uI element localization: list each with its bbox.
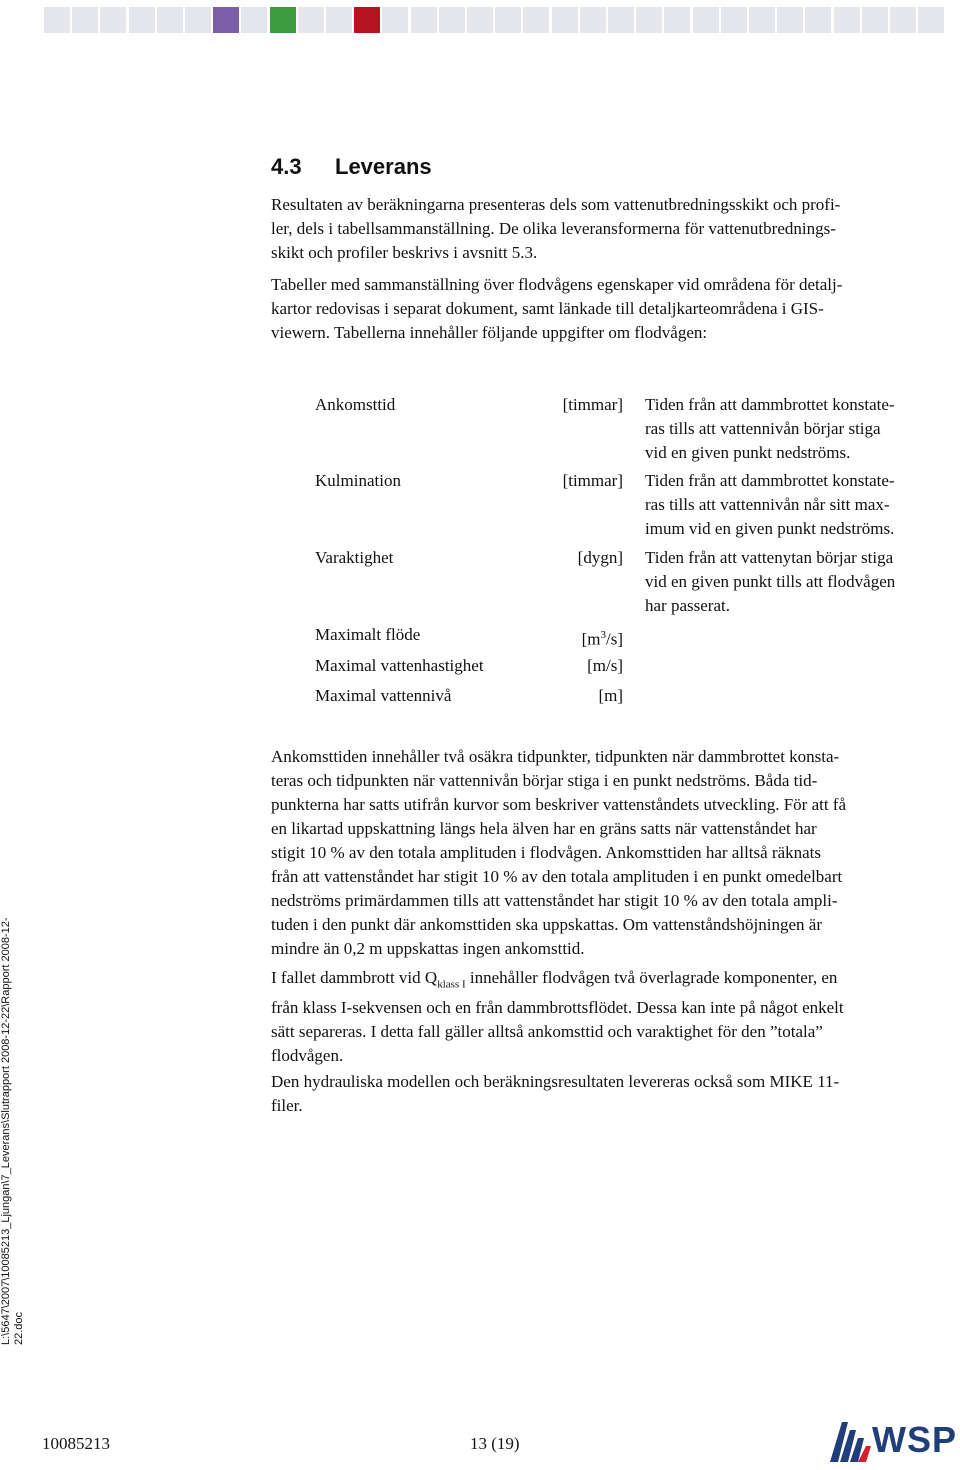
header-color-square — [270, 7, 296, 33]
param-unit: [timmar] — [562, 395, 623, 414]
header-color-square — [354, 7, 380, 33]
header-color-square — [862, 7, 888, 33]
header-color-square — [636, 7, 662, 33]
header-color-square — [326, 7, 352, 33]
section-heading — [271, 154, 432, 180]
intro-paragraph-1 — [271, 193, 960, 265]
header-color-bar — [0, 7, 960, 33]
param-name: Varaktighet — [315, 548, 394, 567]
body-paragraph-3 — [271, 1070, 960, 1118]
intro-text-2: Tabeller med sammanställning över flodvågens egenskaper vid områdena för detalj- kartor redovisas i separat dokument, samt länkade till detaljkarteområdena i GIS- viewern. Tabellerna innehåller följande uppgifter om flodvågen: — [271, 275, 843, 342]
document-number: 10085213 — [42, 1434, 110, 1453]
header-color-square — [298, 7, 324, 33]
param-unit: [timmar] — [562, 471, 623, 490]
param-name: Ankomsttid — [315, 395, 396, 414]
header-color-square — [241, 7, 267, 33]
body-text-1: Ankomsttiden innehåller två osäkra tidpunkter, tidpunkten när dammbrottet konsta- teras och tidpunkten när vattennivån börjar stiga i en punkt nedströms. Båda tid- punkterna har satts utifrån kurvor som beskriver vattenståndets utveckling. För att få en likartad uppskattning längs hela älven har en gräns satts när vattenståndet har stigit 10 % av den totala amplituden i flodvågen. Ankomsttiden har alltså räknats från att vattenståndet har stigit 10 % av den totala amplituden i en punkt omedelbart nedströms primärdammen tills att vattenståndet har stigit 10 % av den totala ampli- tuden i den punkt där ankomsttiden ska uppskattas. Om vattenståndshöjningen är mindre än 0,2 m uppskattas ingen ankomsttid. — [271, 747, 847, 958]
header-color-square — [721, 7, 747, 33]
p2-suffix: innehåller flodvågen två överlagrade komponenter, en från klass I-sekvensen och en från dammbrottsflödet. Dessa kan inte på något enkelt sätt separeras. I detta fall gäller alltså ankomsttid och varaktighet för den ”totala” flodvågen. — [271, 968, 844, 1066]
header-color-square — [523, 7, 549, 33]
header-color-square — [580, 7, 606, 33]
header-color-square — [100, 7, 126, 33]
param-unit: [m/s] — [587, 656, 623, 675]
unit-superscript: 3 — [600, 629, 606, 641]
intro-paragraph-2 — [271, 273, 960, 345]
param-name: Maximal vattenhastighet — [315, 656, 484, 675]
header-color-square — [411, 7, 437, 33]
section-title: Leverans — [335, 154, 432, 179]
page-number: 13 (19) — [470, 1434, 520, 1453]
param-description: Tiden från att dammbrottet konstate- ras tills att vattennivån börjar stiga vid en given punkt nedströms. — [645, 395, 895, 462]
header-color-square — [552, 7, 578, 33]
param-unit: [m] — [598, 686, 623, 705]
wsp-logo — [828, 1418, 956, 1464]
body-paragraph-2 — [271, 966, 960, 1068]
body-text-2 — [271, 966, 960, 1068]
header-color-square — [382, 7, 408, 33]
param-unit — [582, 623, 623, 652]
section-number: 4.3 — [271, 154, 302, 179]
wsp-logo-mark-icon — [828, 1418, 872, 1464]
header-color-square — [467, 7, 493, 33]
header-color-square — [890, 7, 916, 33]
header-color-square — [608, 7, 634, 33]
body-paragraph-1 — [271, 745, 960, 961]
header-color-square — [495, 7, 521, 33]
header-color-square — [213, 7, 239, 33]
wsp-logo-text: WSP — [872, 1419, 958, 1460]
param-name: Kulmination — [315, 471, 401, 490]
header-color-square — [72, 7, 98, 33]
header-color-square — [185, 7, 211, 33]
header-color-square — [805, 7, 831, 33]
header-color-square — [44, 7, 70, 33]
header-color-square — [777, 7, 803, 33]
p2-prefix: I fallet dammbrott vid Q — [271, 968, 438, 987]
param-unit: [dygn] — [577, 548, 623, 567]
header-color-square — [693, 7, 719, 33]
header-color-square — [749, 7, 775, 33]
param-name: Maximal vattennivå — [315, 686, 452, 705]
header-color-square — [129, 7, 155, 33]
param-description: Tiden från att dammbrottet konstate- ras tills att vattennivån når sitt max- imum vid en given punkt nedströms. — [645, 471, 895, 538]
header-color-square — [664, 7, 690, 33]
body-text-3: Den hydrauliska modellen och beräkningsresultaten levereras också som MIKE 11- filer. — [271, 1072, 840, 1115]
intro-text-1: Resultaten av beräkningarna presenteras dels som vattenutbredningsskikt och profi- ler, dels i tabellsammanställning. De olika leveransformerna för vattenutbrednings- skikt och profiler beskrivs i avsnitt 5.3. — [271, 195, 841, 262]
header-color-square — [157, 7, 183, 33]
unit-suffix: /s] — [606, 629, 623, 649]
q-subscript: klass I — [437, 978, 466, 991]
unit-prefix: [m — [581, 629, 601, 649]
header-color-square — [834, 7, 860, 33]
header-color-square — [918, 7, 944, 33]
header-color-square — [439, 7, 465, 33]
file-path-sidebar: L:\5647\2007\10085213_Ljungan\7_Leverans\Slutrapport 2008-12-22\Rapport 2008-12- 22.doc — [0, 917, 25, 1345]
param-name: Maximalt flöde — [315, 625, 421, 644]
param-description: Tiden från att vattenytan börjar stiga vid en given punkt tills att flodvågen har passerat. — [645, 548, 896, 615]
